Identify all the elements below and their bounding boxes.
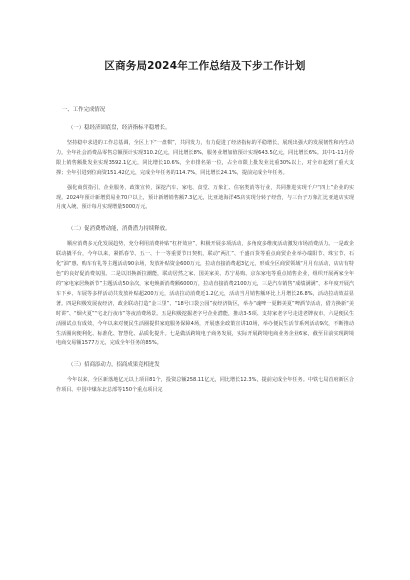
paragraph-investment-projects: 今年以来，全区新落地亿元以上项目81个，投资总额258.11亿元，同比增长12.3%，提前完成全年任务。中铁七局首府新区合作项目、中国中煤东北总部等150个重点项目完 <box>56 377 354 394</box>
paragraph-consumption-activities: 顺应消费多元化发展趋势，充分利用消费补贴“杠杆效应”，积极开展多项活动，多角度多维度活动激发市场消费活力。一是政企联动撬平台，今年以来，紧抓春节、五一、十一等重要节日契机，联动“两汇”、千盛百货等重点商贸企业举办端阳节、珠宝节、石化“油”惠、购车有礼等主题活动90余场，发放补贴资金600万元，拉动直接消费超3亿元，形成全区商贸领域“月月有活动，店店有特色”的良好促消费氛围。二是以旧换新拉潮能，联动居然之家、国美家美、苏宁易购、京东家电等重点销售企业，组织开展两家全年的“家电家居焕新节”主题活动50余次，家电焕新消费额6000万，拉动直接消费2100万元，三是汽车销售“成绩满满”，本年度开展汽车下乡、车展等多样活动共发放补贴超200万元，活动拉动消费近1.2亿元，活动当月销售额环比上月增长26.8%，活动拉动效益显著。四是积极发展夜经济，政企联动打造“金三里”、“18号口袋公园”夜经济街区，举办“魂啤一夏醉美夏”啤酒节活动，借力换新“美时讲”、“烟火夏”“宅北行夜市”等夜消费场景。五是积极挖掘老字号企业潜能，推动3-5项、支持家老字号走进老牌夜市，六是便民生活圈试点有成效，今年以来对便民生活圈提供家庭服务保障4场，开展惠企政策宣讲10场，举办便民生活节系列活动9次，不断推动生活圈向便利化、标准化、智慧化、品质化提升。七是做活跨境电子商务发展，实际开展跨境电商业务企业6家，截至目前实现跨境电商交易额1577万元，完成全年任务的85%。 <box>56 241 354 347</box>
subsection-heading-economy: （一）稳经济固底盘，经济指标平稳增长。 <box>68 125 171 131</box>
paragraph-enterprise-service: 强化商贸指引，企业服务，政策宣传，深挖汽车、家电、食堂、万象汇、住宿类消等行业，共同推进实现千户“四上”企业的实现。2024年预计新增贸易业70户以上，预计新增销售额7.3亿元，比亚迪海洋45店实现分转子经营，与三台子万象汇比亚迪店实现月度入统，预计每月实现增量5000万元。 <box>56 184 354 211</box>
subsection-heading-investment: （三）招商添动力，招商成果竞相迸发 <box>68 362 160 369</box>
subsection-heading-consumption: （二）促消费增动能，消费潜力持续释放。 <box>68 226 171 233</box>
document-title: 区商务局2024年工作总结及下步工作计划 <box>104 60 306 72</box>
paragraph-economy-indicators: 坚持稳中求进的工作总基调，全区上下“一盘棋”，共同发力，有力促进了经济指标的平稳增长，展现出强大的发展韧性和内生动力。全年社会消费品零售总额预计实现310.2亿元，同比增长8%，服务业增加值预计实现643.5亿元，同比增长6%。其中1-11月份限上销售额批发业实现3592.1亿元，同比增长10.6%，全市排名第一位，占全市限上批发业比重30%以上，对全市起到了重大支撑；全年引进到位商资151.42亿元，完成全年任务的114.7%，同比增长24.1%，提前完成全年任务。 <box>56 140 354 176</box>
section-heading-work-status: 一、工作完成情况 <box>62 107 106 113</box>
